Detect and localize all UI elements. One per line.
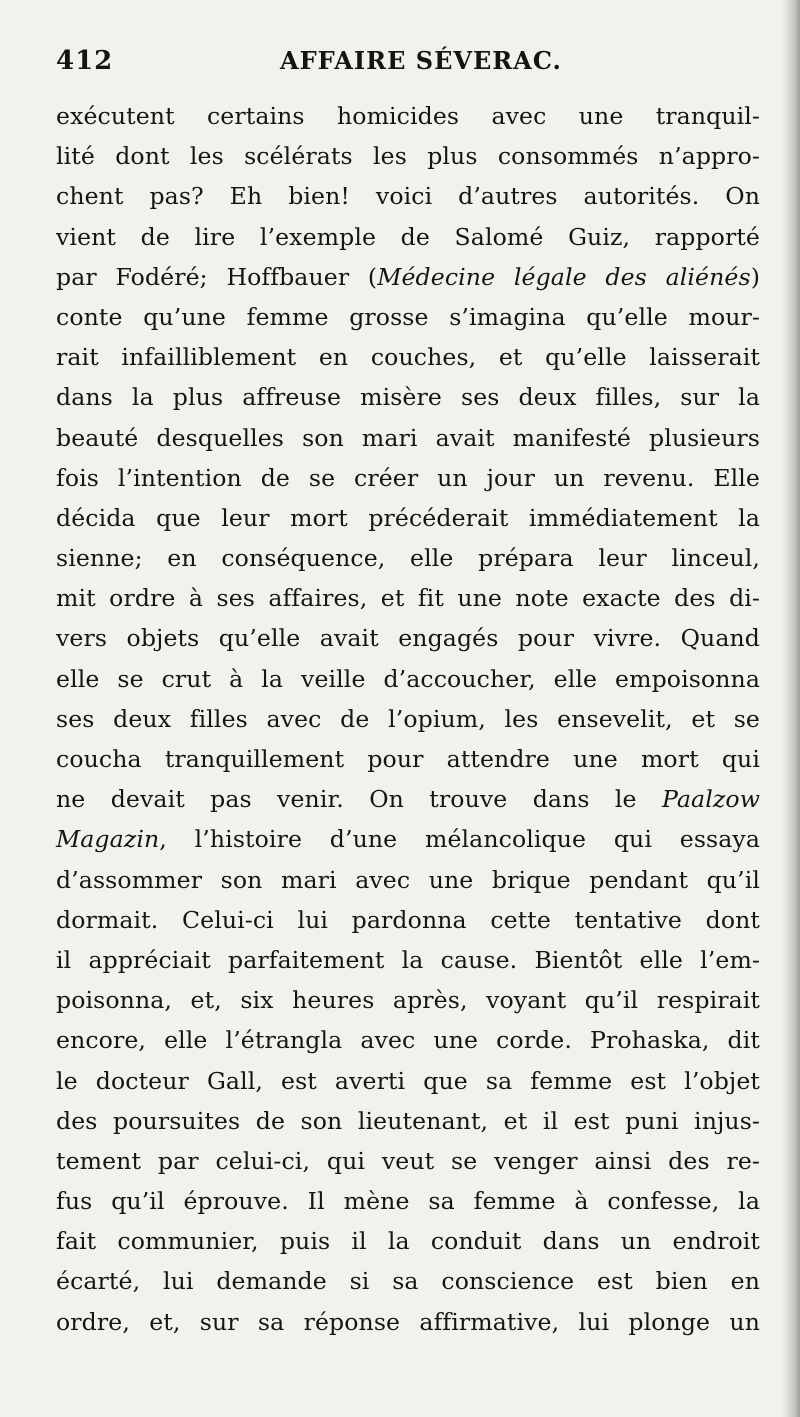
text-segment: dans la plus affreuse misère ses deux filles, sur la bbox=[56, 383, 760, 412]
text-line bbox=[56, 980, 760, 1020]
text-line bbox=[56, 659, 760, 699]
running-title: AFFAIRE SÉVERAC. bbox=[280, 46, 562, 75]
text-line bbox=[56, 136, 760, 176]
text-line bbox=[56, 1061, 760, 1101]
text-segment: sienne; en conséquence, elle prépara leur linceul, bbox=[56, 544, 760, 573]
text-segment: lité dont les scélérats les plus consommés n’appro- bbox=[56, 142, 760, 171]
text-line bbox=[56, 337, 760, 377]
text-segment: le docteur Gall, est averti que sa femme est l’objet bbox=[56, 1066, 760, 1095]
text-line bbox=[56, 498, 760, 538]
text-segment: beauté desquelles son mari avait manifesté plusieurs bbox=[56, 423, 760, 452]
text-line bbox=[56, 860, 760, 900]
text-line bbox=[56, 176, 760, 216]
page-header bbox=[56, 38, 756, 88]
text-segment: elle se crut à la veille d’accoucher, elle empoisonna bbox=[56, 664, 760, 693]
binding-shadow bbox=[782, 0, 800, 1417]
text-segment: il appréciait parfaitement la cause. Bientôt elle l’em- bbox=[56, 945, 760, 974]
page-number: 412 bbox=[56, 46, 114, 76]
italic-text: Magazin bbox=[56, 825, 160, 854]
text-line bbox=[56, 1302, 760, 1342]
text-segment: décida que leur mort précéderait immédiatement la bbox=[56, 503, 760, 532]
text-line bbox=[56, 217, 760, 257]
text-line bbox=[56, 1101, 760, 1141]
text-line bbox=[56, 1221, 760, 1261]
text-line bbox=[56, 699, 760, 739]
text-line bbox=[56, 297, 760, 337]
text-segment: vient de lire l’exemple de Salomé Guiz, rapporté bbox=[56, 222, 760, 251]
text-line bbox=[56, 779, 760, 819]
text-line bbox=[56, 458, 760, 498]
text-segment: ne devait pas venir. On trouve dans le bbox=[56, 785, 662, 814]
text-segment: encore, elle l’étrangla avec une corde. Prohaska, dit bbox=[56, 1026, 760, 1055]
text-line bbox=[56, 819, 760, 859]
text-segment: , l’histoire d’une mélancolique qui essaya bbox=[159, 825, 760, 854]
text-segment: dormait. Celui-ci lui pardonna cette tentative dont bbox=[56, 905, 760, 934]
text-segment: ordre, et, sur sa réponse affirmative, lui plonge un bbox=[56, 1307, 760, 1336]
text-segment: fois l’intention de se créer un jour un revenu. Elle bbox=[56, 463, 760, 492]
text-line bbox=[56, 1141, 760, 1181]
text-line bbox=[56, 940, 760, 980]
text-line bbox=[56, 739, 760, 779]
text-segment: rait infailliblement en couches, et qu’elle laisserait bbox=[56, 343, 760, 372]
text-line bbox=[56, 578, 760, 618]
text-line bbox=[56, 1181, 760, 1221]
text-line bbox=[56, 377, 760, 417]
body-text bbox=[56, 96, 760, 1342]
italic-text: Médecine légale des aliénés bbox=[377, 262, 751, 291]
text-line bbox=[56, 418, 760, 458]
text-segment: fus qu’il éprouve. Il mène sa femme à confesse, la bbox=[56, 1187, 760, 1216]
text-segment: des poursuites de son lieutenant, et il est puni injus- bbox=[56, 1106, 760, 1135]
text-segment: mit ordre à ses affaires, et fit une note exacte des di- bbox=[56, 584, 760, 613]
text-line bbox=[56, 618, 760, 658]
text-segment: conte qu’une femme grosse s’imagina qu’elle mour- bbox=[56, 302, 760, 331]
text-segment: chent pas? Eh bien! voici d’autres autorités. On bbox=[56, 182, 760, 211]
text-line bbox=[56, 96, 760, 136]
text-line bbox=[56, 538, 760, 578]
text-segment: par Fodéré; Hoffbauer ( bbox=[56, 262, 378, 291]
text-segment: vers objets qu’elle avait engagés pour vivre. Quand bbox=[56, 624, 760, 653]
text-line bbox=[56, 1020, 760, 1060]
text-line bbox=[56, 257, 760, 297]
text-segment: exécutent certains homicides avec une tranquil- bbox=[56, 102, 760, 130]
italic-text: Paalzow bbox=[661, 785, 760, 814]
text-line bbox=[56, 1261, 760, 1301]
text-segment: tement par celui-ci, qui veut se venger ainsi des re- bbox=[56, 1146, 760, 1175]
text-segment: écarté, lui demande si sa conscience est bien en bbox=[56, 1267, 760, 1296]
text-line bbox=[56, 900, 760, 940]
text-segment: ) bbox=[750, 262, 760, 291]
text-segment: poisonna, et, six heures après, voyant qu’il respirait bbox=[56, 986, 760, 1015]
text-segment: fait communier, puis il la conduit dans un endroit bbox=[56, 1227, 760, 1256]
text-segment: d’assommer son mari avec une brique pendant qu’il bbox=[56, 865, 760, 894]
text-segment: ses deux filles avec de l’opium, les ensevelit, et se bbox=[56, 704, 760, 733]
text-segment: coucha tranquillement pour attendre une mort qui bbox=[56, 745, 760, 773]
